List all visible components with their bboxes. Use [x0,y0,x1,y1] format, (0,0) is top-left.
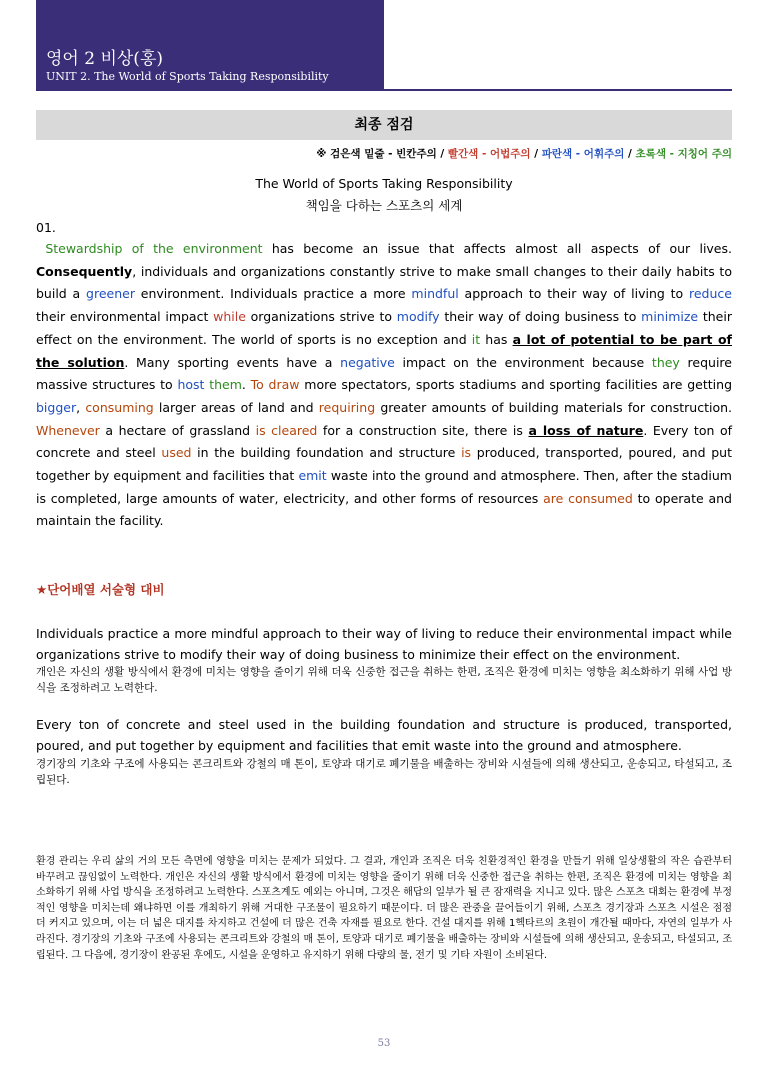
vocab-word: host [177,377,205,393]
text-run: larger areas of land and [153,399,319,415]
text-run: . [241,377,251,393]
blank-phrase: a loss of nature [528,422,644,438]
legend-sep: / [530,148,542,160]
passage-title-ko: 책임을 다하는 스포츠의 세계 [305,198,463,213]
vocab-word: emit [298,468,327,484]
text-run: impact on the environment because [394,354,652,370]
vocab-word: greener [86,286,135,302]
text-run: environment. Individuals practice a more [134,286,412,302]
referent-word: they [651,354,680,370]
text-run: approach to their way of living to [458,286,689,302]
section-title: 최종 점검 [36,110,732,140]
grammar-word: are consumed [543,490,633,506]
text-run: their effect on the environment. The world of sports is no exception and [36,309,732,347]
header-subtitle: UNIT 2. The World of Sports Taking Responsibility [46,70,329,83]
grammar-word: used [161,445,192,461]
text-run: . Every ton of concrete and steel [36,422,733,461]
text-run: require massive structures to [36,354,732,393]
referent-word: it [471,331,481,347]
text-run: . Many sporting events have a [124,354,341,370]
legend-red: 빨간색 - 어법주의 [447,148,531,160]
passage-number: 01. [36,220,56,235]
blank-phrase: a lot of potential to be part of the solution [36,331,732,370]
example-sentence-en: Individuals practice a more mindful approach to their way of living to reduce their environmental impact while organizations strive to modify their way of doing business to minimize their effect on the environment. [36,626,732,662]
header-title: 영어 2 비상(홍) [46,49,163,69]
text-run: their way of doing business to [439,309,642,325]
legend-blue: 파란색 - 어휘주의 [541,148,625,160]
referent-phrase: Stewardship of the environment [45,241,263,256]
text-run: greater amounts of building materials for construction. [375,399,732,415]
korean-translation: 환경 관리는 우리 삶의 거의 모든 측면에 영향을 미치는 문제가 되었다. 그 결과, 개인과 조직은 더욱 친환경적인 환경을 만들기 위해 일상생활의 작은 습관부터 바꾸려고 끊임없이 노력한다. 개인은 자신의 생활 방식에서 환경에 미치는 영향을 줄이기 위해 더욱 신중한 접근을 취하는 한편, 조직은 환경에 미치는 영향을 최소화하기 위해 사업 방식을 조정하려고 노력한다. 스포츠계도 예외는 아니며, 그것은 해답의 일부가 될 큰 잠재력을 지니고 있다. 많은 스포츠 대회는 환경에 부정적인 영향을 미치는데 왜냐하면 이를 개최하기 위해 거대한 구조물이 필요하기 때문이다. 더 많은 관중을 끌어들이기 위해, 스포츠 경기장과 스포츠 시설은 점점 더 커지고 있으며, 이는 더 넓은 대지를 차지하고 건설에 더 많은 건축 자재를 필요로 한다. 건설 대지를 위해 1헥타르의 초원이 개간될 때마다, 자연의 일부가 사라진다. 경기장의 기초와 구조에 사용되는 콘크리트와 강철의 매 톤이, 토양과 대기로 폐기물을 배출하는 장비와 시설들에 의해 생산되고, 운송되고, 타설되고, 조립된다. 그 다음에, 경기장이 완공된 후에도, 시설을 운영하고 유지하기 위해 다량의 물, 전기 및 기타 자원이 소비된다. [36,856,732,961]
text-run: in the building foundation and structure [191,445,462,461]
text-run: produced, transported, poured, and put together by equipment and facilities that [36,445,733,484]
passage-title-en: The World of Sports Taking Responsibility [255,176,513,191]
legend-green: 초록색 - 지칭어 주의 [635,148,732,160]
word-order-heading: ★단어배열 서술형 대비 [36,582,165,597]
grammar-word: consuming [85,399,154,415]
vocab-word: mindful [411,286,459,302]
legend-sep: / [624,148,636,160]
vocab-word: bigger [36,399,77,415]
grammar-word: To draw [250,377,300,393]
text-run: has become an issue that affects almost all aspects of our lives. [262,241,732,256]
referent-word: them [209,377,242,393]
text-run: a hectare of grassland [99,422,256,438]
text-run: , individuals and organizations constantly strive to make small changes to their daily habits to build a [36,263,732,302]
grammar-word: is [461,445,472,461]
header-rule [384,89,732,91]
text-run: , [76,399,86,415]
text-run: organizations strive to [245,309,397,325]
grammar-word: Whenever [36,422,100,438]
passage-text [36,238,732,533]
text-run: for a construction site, there is [317,422,529,438]
text-run: has [480,331,513,347]
grammar-word: requiring [318,399,376,415]
text-run: their environmental impact [36,309,214,325]
vocab-word: negative [340,354,395,370]
grammar-word: while [213,309,246,325]
blank-word: Consequently [36,263,133,279]
example-sentence-en: Every ton of concrete and steel used in the building foundation and structure is produced, transported, poured, and put together by equipment and facilities that emit waste into the ground and atmosphere. [36,717,732,753]
text-run: more spectators, sports stadiums and sporting facilities are getting [299,377,732,393]
vocab-word: modify [396,309,440,325]
example-sentence-ko: 개인은 자신의 생활 방식에서 환경에 미치는 영향을 줄이기 위해 더욱 신중한 접근을 취하는 한편, 조직은 환경에 미치는 영향을 최소화하기 위해 사업 방식을 조정하려고 노력한다. [36,666,732,694]
page-number: 53 [377,1038,391,1049]
vocab-word: reduce [689,286,732,302]
text-run: to operate and maintain the facility. [36,490,732,529]
grammar-word: is cleared [255,422,318,438]
vocab-word: minimize [641,309,699,325]
header-banner [36,0,384,91]
legend-prefix: ※ 검은색 밑줄 - 빈칸주의 / [316,148,445,160]
example-sentence-ko: 경기장의 기초와 구조에 사용되는 콘크리트와 강철의 매 톤이, 토양과 대기로 폐기물을 배출하는 장비와 시설들에 의해 생산되고, 운송되고, 타설되고, 조립된다. [36,758,732,786]
color-legend [316,146,732,161]
text-run: waste into the ground and atmosphere. Then, after the stadium is completed, large amounts of water, electricity, and other forms of resources [36,468,732,506]
